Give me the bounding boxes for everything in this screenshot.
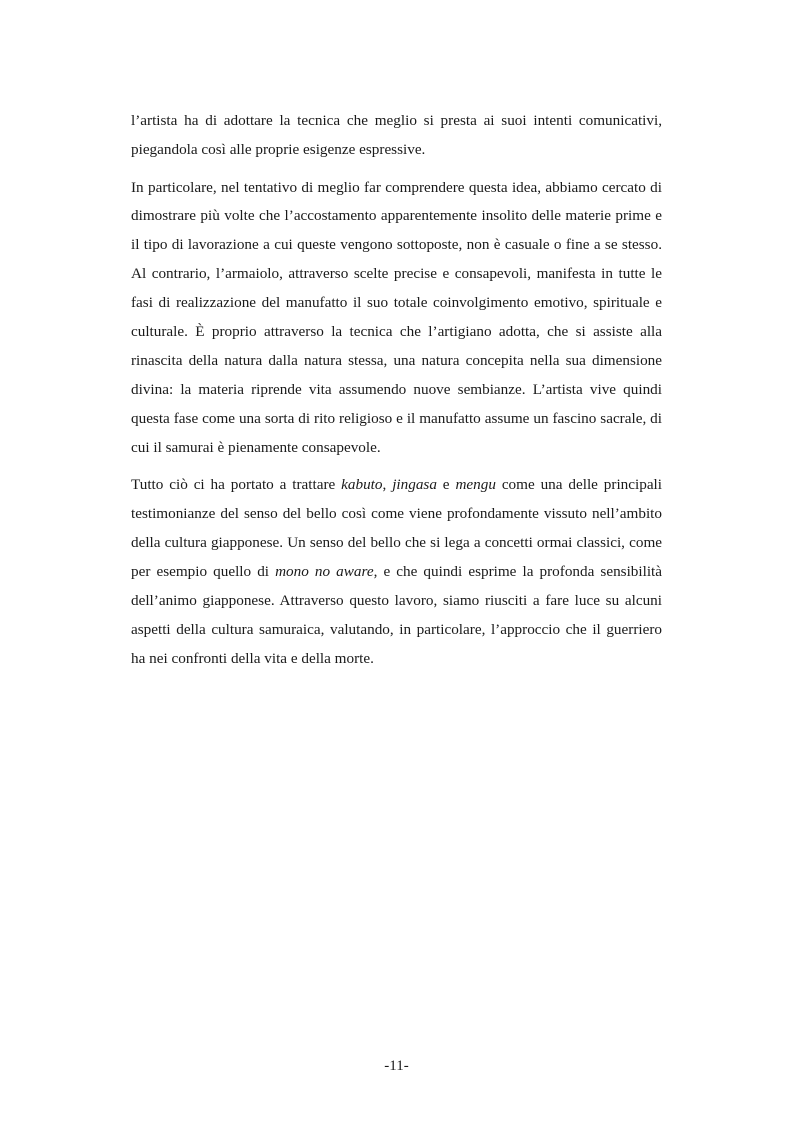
text-run: , bbox=[382, 476, 393, 494]
text-run: , e che quindi esprime la profonda sensibilità dell’animo giapponese. Attraverso questo lavoro, siamo riusciti a fare luce su alcuni aspetti della cultura samuraica, valutando, in particolare, l’approccio che il guerriero ha nei confronti della vita e della morte. bbox=[131, 562, 663, 667]
italic-term: jingasa bbox=[392, 476, 437, 494]
text-run: In particolare, nel tentativo di meglio far comprendere questa idea, abbiamo cercato di dimostrare più volte che l’accostamento apparentemente insolito delle materie prime e il tipo di lavorazione a cui queste vengono sottoposte, non è casuale o fine a se stesso. Al contrario, l’armaiolo, attraverso scelte precise e consapevoli, manifesta in tutte le fasi di realizzazione del manufatto il suo totale coinvolgimento emotivo, spirituale e culturale. È proprio attraverso la tecnica che l’artigiano adotta, che si assiste alla rinascita della natura dalla natura stessa, una natura concepita nella sua dimensione divina: la materia riprende vita assumendo nuove sembianze. L’artista vive quindi questa fase come una sorta di rito religioso e il manufatto assume un fascino sacrale, di cui il samurai è pienamente consapevole. bbox=[131, 178, 662, 456]
text-run: Tutto ciò ci ha portato a trattare bbox=[131, 476, 342, 494]
body-text bbox=[131, 107, 662, 682]
paragraph bbox=[131, 174, 662, 463]
italic-term: mono no aware bbox=[275, 562, 374, 580]
text-run: e bbox=[436, 476, 456, 494]
paragraph bbox=[131, 107, 662, 165]
italic-term: kabuto bbox=[341, 476, 383, 494]
paragraph bbox=[131, 471, 662, 673]
page-number: -11- bbox=[384, 1058, 409, 1074]
text-run: come una delle principali testimonianze del senso del bello così come viene profondamente vissuto nell’ambito della cultura giapponese. Un senso del bello che si lega a concetti ormai classici, come per esempio quello di bbox=[131, 476, 662, 580]
italic-term: mengu bbox=[455, 476, 496, 494]
text-run: l’artista ha di adottare la tecnica che meglio si presta ai suoi intenti comunicativi, piegandola così alle proprie esigenze espressive. bbox=[131, 112, 662, 158]
